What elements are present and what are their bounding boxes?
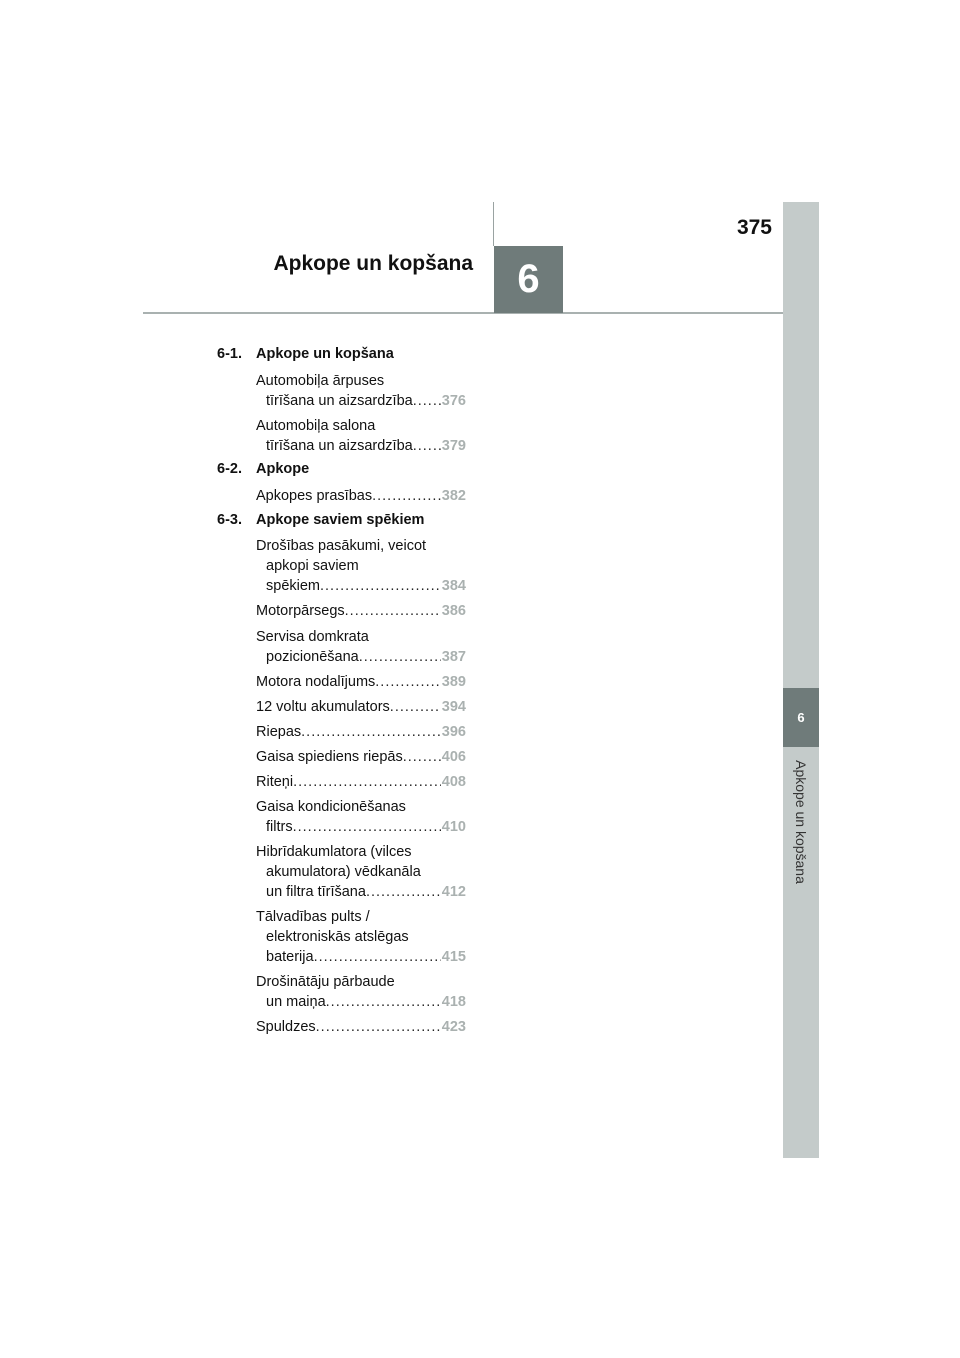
toc-entry[interactable] (256, 627, 466, 667)
dot-leader (390, 697, 441, 717)
dot-leader (375, 672, 441, 692)
dot-leader (293, 772, 441, 792)
toc-entry[interactable] (256, 672, 466, 692)
dot-leader (345, 601, 441, 621)
toc-entry-text: tīrīšana un aizsardzība (266, 438, 413, 454)
chapter-title: Apkope un kopšana (273, 252, 473, 275)
toc-entry-leader-line (256, 722, 466, 742)
toc-entry[interactable] (256, 371, 466, 411)
page-number: 375 (736, 216, 772, 239)
toc-entry-leader-line (256, 747, 466, 767)
toc-section-6-1[interactable] (217, 346, 394, 362)
toc-entry-text: baterija (266, 949, 314, 965)
toc-page-number[interactable]: 384 (441, 578, 466, 594)
toc-entry-line: Gaisa kondicionēšanas (256, 799, 406, 815)
dot-leader (359, 647, 441, 667)
dot-leader (320, 576, 441, 596)
toc-entry[interactable] (256, 486, 466, 506)
toc-entry-leader-line (256, 576, 466, 596)
toc-entry[interactable] (256, 797, 466, 837)
toc-entry-text: Motora nodalījums (256, 674, 376, 690)
toc-entry-text: Spuldzes (256, 1019, 316, 1035)
side-chapter-label: Apkope un kopšana (793, 760, 809, 884)
toc-page-number[interactable]: 415 (441, 949, 466, 965)
toc-entry-leader-line (256, 391, 466, 411)
toc-entry-text: Motorpārsegs (256, 603, 345, 619)
side-index-strip (783, 202, 819, 1158)
toc-page-number[interactable]: 379 (441, 438, 466, 454)
toc-entry[interactable] (256, 747, 466, 767)
section-title: Apkope (256, 461, 310, 477)
toc-entry-leader-line (256, 436, 466, 456)
toc-entry-leader-line (256, 947, 466, 967)
dot-leader (301, 722, 441, 742)
toc-entry-text: Apkopes prasības (256, 488, 373, 504)
toc-entry[interactable] (256, 842, 466, 902)
toc-entry-leader-line (256, 647, 466, 667)
toc-entry-text: Riepas (256, 724, 302, 740)
dot-leader (293, 817, 441, 837)
toc-page-number[interactable]: 408 (441, 774, 466, 790)
dot-leader (403, 747, 441, 767)
header-divider-vertical (493, 202, 494, 246)
toc-entry-text: Riteņi (256, 774, 294, 790)
toc-page-number[interactable]: 387 (441, 649, 466, 665)
toc-page-number[interactable]: 406 (441, 749, 466, 765)
section-number: 6-3. (217, 512, 242, 528)
toc-entry-line: elektroniskās atslēgas (266, 929, 409, 945)
toc-page-number[interactable]: 382 (441, 488, 466, 504)
dot-leader (366, 882, 441, 902)
toc-entry-leader-line (256, 817, 466, 837)
toc-entry-text: un filtra tīrīšana (266, 884, 366, 900)
toc-entry-line: Servisa domkrata (256, 629, 369, 645)
toc-entry-text: 12 voltu akumulators (256, 699, 390, 715)
toc-entry-leader-line (256, 772, 466, 792)
chapter-number-box: 6 (494, 246, 563, 313)
toc-entry-line: Drošības pasākumi, veicot (256, 538, 427, 554)
section-number: 6-2. (217, 461, 242, 477)
toc-entry[interactable] (256, 972, 466, 1012)
toc-section-6-2[interactable] (217, 461, 309, 477)
toc-entry[interactable] (256, 772, 466, 792)
toc-entry-text: tīrīšana un aizsardzība (266, 393, 413, 409)
section-title: Apkope un kopšana (256, 346, 394, 362)
toc-entry-line: akumulatora) vēdkanāla (266, 864, 421, 880)
toc-page-number[interactable]: 394 (441, 699, 466, 715)
toc-entry[interactable] (256, 697, 466, 717)
toc-section-6-3[interactable] (217, 512, 424, 528)
toc-entry[interactable] (256, 1017, 466, 1037)
toc-entry[interactable] (256, 907, 466, 967)
toc-entry[interactable] (256, 416, 466, 456)
toc-entry-text: filtrs (266, 819, 293, 835)
toc-entry-line: Drošinātāju pārbaude (256, 974, 395, 990)
dot-leader (413, 391, 441, 411)
toc-page-number[interactable]: 389 (441, 674, 466, 690)
toc-entry[interactable] (256, 601, 466, 621)
toc-page-number[interactable]: 410 (441, 819, 466, 835)
dot-leader (413, 436, 441, 456)
toc-entry-line: Automobiļa ārpuses (256, 373, 385, 389)
toc-entry-leader-line (256, 1017, 466, 1037)
toc-entry-leader-line (256, 672, 466, 692)
toc-entry-line: Tālvadības pults / (256, 909, 370, 925)
toc-page-number[interactable]: 418 (441, 994, 466, 1010)
toc-entry-text: un maiņa (266, 994, 326, 1010)
toc-entry-line: Hibrīdakumlatora (vilces (256, 844, 412, 860)
toc-entry-leader-line (256, 882, 466, 902)
toc-page-number[interactable]: 376 (441, 393, 466, 409)
dot-leader (316, 1017, 441, 1037)
toc-page-number[interactable]: 386 (441, 603, 466, 619)
toc-entry-text: pozicionēšana (266, 649, 359, 665)
side-chapter-tab[interactable]: 6 (783, 688, 819, 747)
toc-entry-text: spēkiem (266, 578, 320, 594)
toc-entry-leader-line (256, 697, 466, 717)
toc-entry-leader-line (256, 486, 466, 506)
toc-page-number[interactable]: 423 (441, 1019, 466, 1035)
toc-page-number[interactable]: 396 (441, 724, 466, 740)
toc-entry[interactable] (256, 722, 466, 742)
toc-entry-text: Gaisa spiediens riepās (256, 749, 403, 765)
dot-leader (326, 992, 441, 1012)
header-divider-horizontal (143, 312, 783, 314)
dot-leader (314, 947, 441, 967)
toc-entry-leader-line (256, 601, 466, 621)
toc-entry[interactable] (256, 536, 466, 596)
toc-entry-leader-line (256, 992, 466, 1012)
toc-entry-line: Automobiļa salona (256, 418, 376, 434)
toc-page-number[interactable]: 412 (441, 884, 466, 900)
toc-entry-line: apkopi saviem (266, 558, 359, 574)
dot-leader (372, 486, 441, 506)
section-number: 6-1. (217, 346, 242, 362)
section-title: Apkope saviem spēkiem (256, 512, 425, 528)
